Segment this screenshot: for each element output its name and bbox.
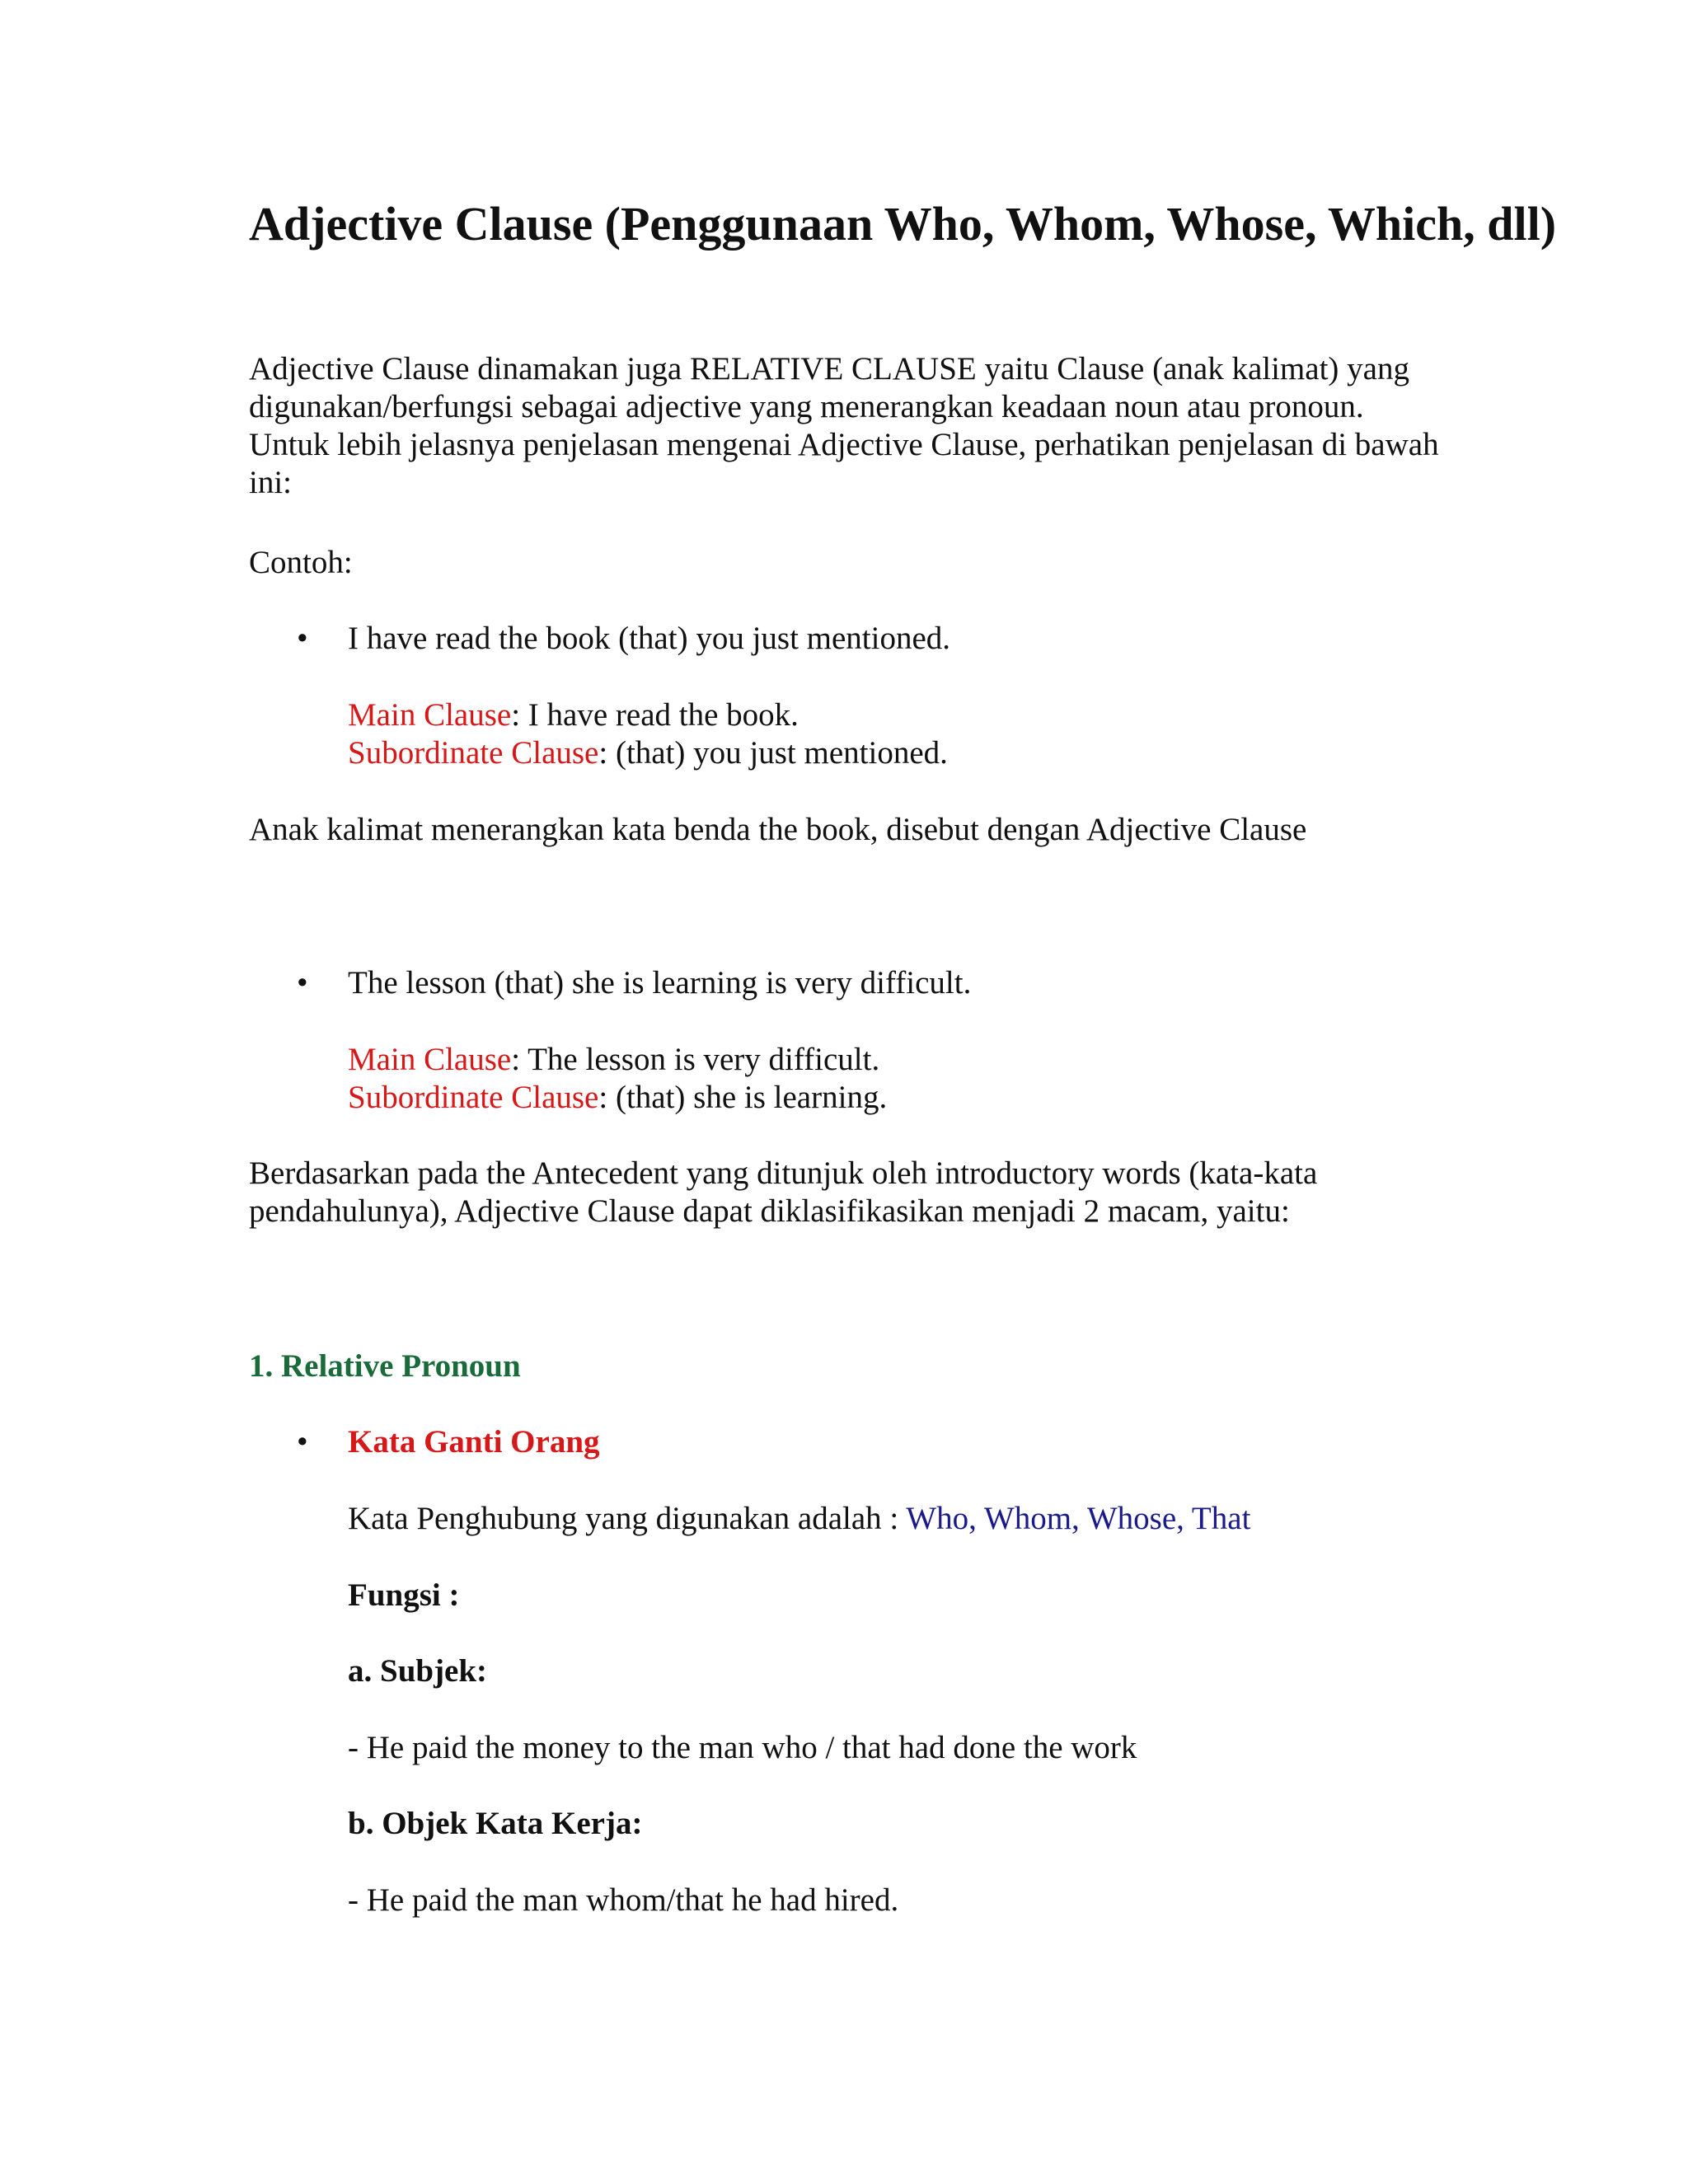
main-clause-label: Main Clause — [348, 697, 512, 733]
subjek-example: - He paid the money to the man who / that had done the work — [348, 1730, 1137, 1765]
subordinate-clause-label: Subordinate Clause — [348, 1080, 599, 1115]
bullet-icon: • — [297, 1424, 308, 1460]
subjek-label: a. Subjek: — [348, 1653, 488, 1689]
connector-line — [348, 1500, 1485, 1538]
example1-subordinate-clause — [348, 734, 1485, 772]
contoh-label: Contoh: — [249, 545, 353, 580]
example1-sentence: I have read the book (that) you just mentioned. — [348, 621, 951, 656]
classify-paragraph: Berdasarkan pada the Antecedent yang ditunjuk oleh introductory words (kata-kata pendahulunya), Adjective Clause dapat diklasifikasikan menjadi 2 macam, yaitu: — [249, 1155, 1318, 1229]
document-title: Adjective Clause (Penggunaan Who, Whom, Whose, Which, dll) — [249, 197, 1557, 251]
subordinate-clause-text: : (that) she is learning. — [598, 1080, 888, 1115]
example2-subordinate-clause — [348, 1079, 1485, 1117]
example2-main-clause — [348, 1041, 1485, 1079]
bullet-icon: • — [297, 965, 308, 1001]
main-clause-label: Main Clause — [348, 1042, 512, 1077]
connector-text: Kata Penghubung yang digunakan adalah : — [348, 1501, 907, 1536]
objek-label: b. Objek Kata Kerja: — [348, 1806, 643, 1841]
objek-example: - He paid the man whom/that he had hired. — [348, 1882, 899, 1918]
main-clause-text: : I have read the book. — [511, 697, 799, 733]
subsection-heading: Kata Ganti Orang — [348, 1424, 600, 1460]
subordinate-clause-label: Subordinate Clause — [348, 735, 599, 771]
bullet-icon: • — [297, 621, 308, 656]
fungsi-label: Fungsi : — [348, 1577, 460, 1613]
example1-main-clause — [348, 696, 1485, 734]
intro-paragraph: Adjective Clause dinamakan juga RELATIVE CLAUSE yaitu Clause (anak kalimat) yang digunakan/berfungsi sebagai adjective yang menerangkan keadaan noun atau pronoun. Untuk lebih jelasnya penjelasan mengenai Adjective Clause, perhatikan penjelasan di bawah ini: — [249, 351, 1439, 500]
connector-words: Who, Whom, Whose, That — [906, 1501, 1251, 1536]
main-clause-text: : The lesson is very difficult. — [511, 1042, 880, 1077]
explain1-paragraph: Anak kalimat menerangkan kata benda the book, disebut dengan Adjective Clause — [249, 812, 1307, 847]
section1-heading: 1. Relative Pronoun — [249, 1348, 521, 1384]
subordinate-clause-text: : (that) you just mentioned. — [598, 735, 948, 771]
example2-sentence: The lesson (that) she is learning is very difficult. — [348, 965, 972, 1001]
